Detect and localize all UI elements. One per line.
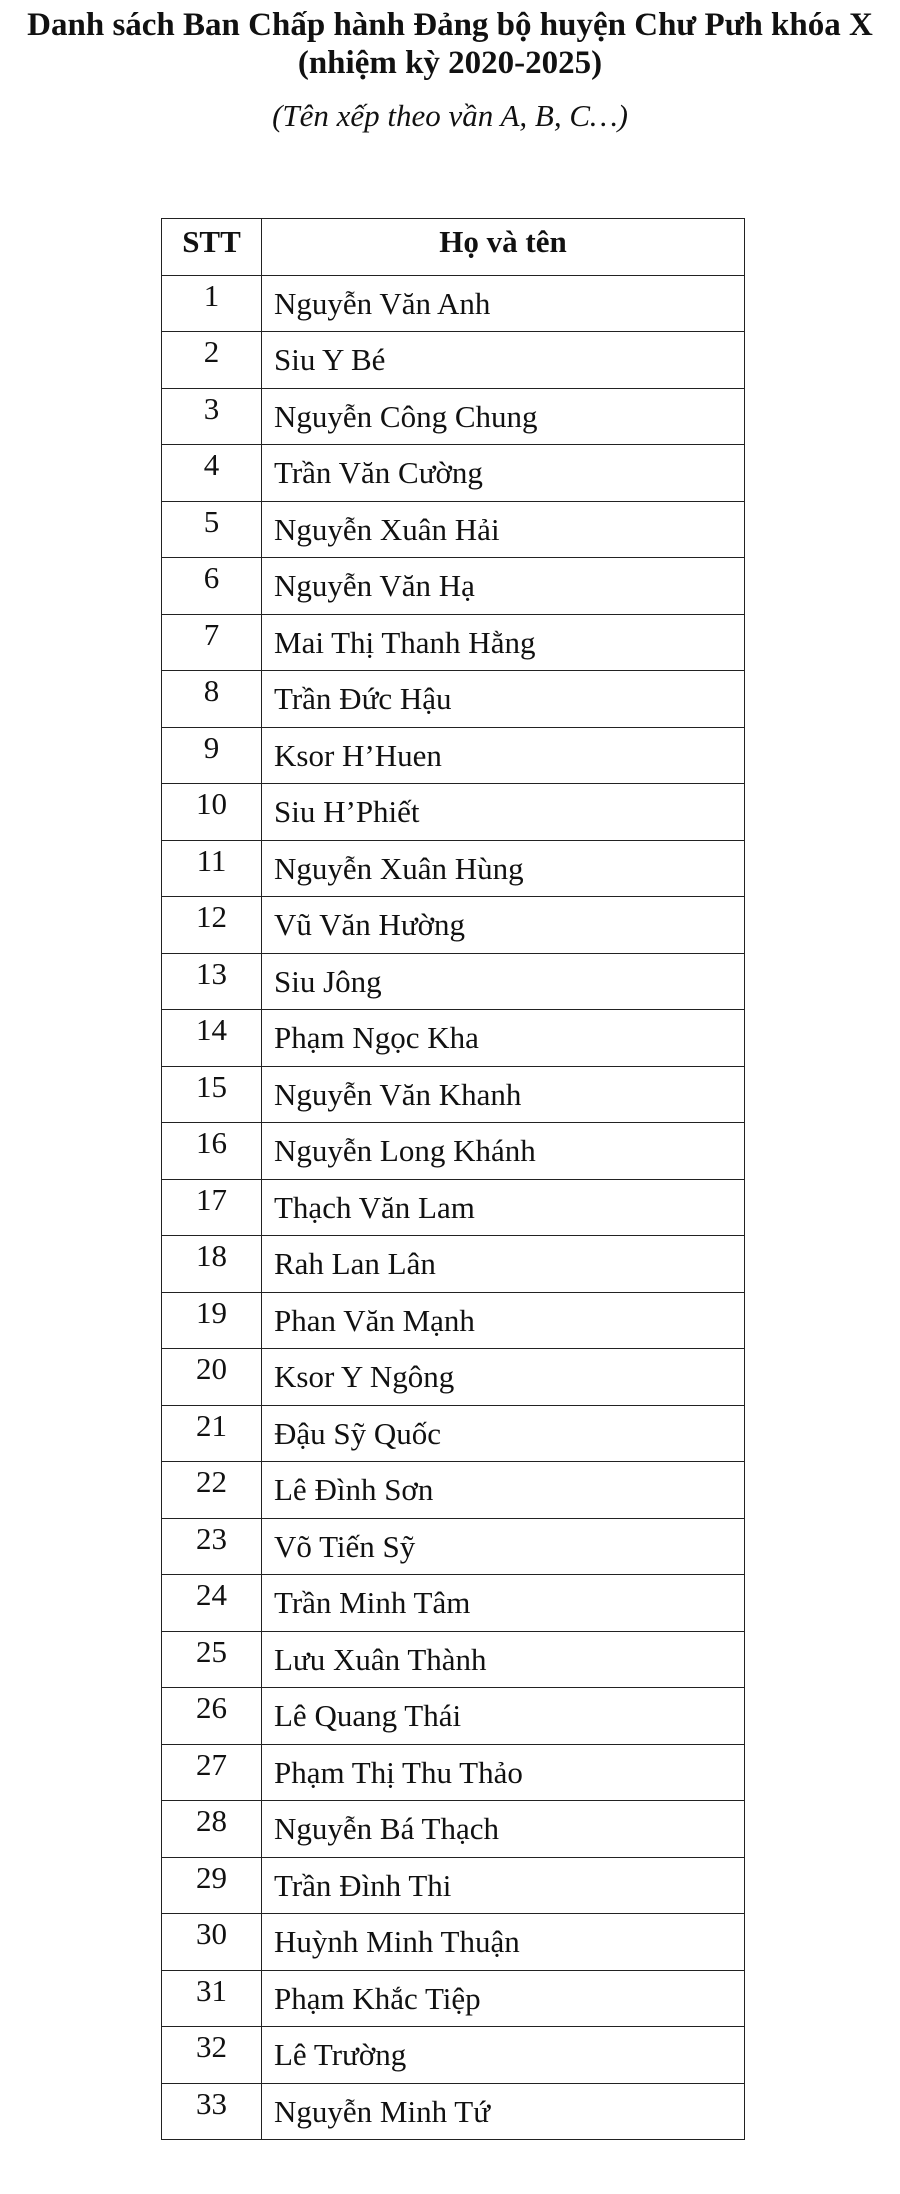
member-name: Lê Trường	[262, 2027, 745, 2084]
row-number: 29	[162, 1857, 262, 1914]
table-row	[162, 275, 745, 332]
table-row	[162, 1518, 745, 1575]
member-name: Nguyễn Minh Tứ	[262, 2083, 745, 2140]
row-number: 31	[162, 1970, 262, 2027]
row-number: 4	[162, 445, 262, 502]
row-number: 13	[162, 953, 262, 1010]
member-name: Vũ Văn Hường	[262, 897, 745, 954]
table-row	[162, 1462, 745, 1519]
member-name: Lê Đình Sơn	[262, 1462, 745, 1519]
row-number: 14	[162, 1010, 262, 1067]
row-number: 8	[162, 671, 262, 728]
column-header-stt: STT	[162, 219, 262, 276]
member-name: Nguyễn Xuân Hùng	[262, 840, 745, 897]
table-row	[162, 2083, 745, 2140]
table-row	[162, 1801, 745, 1858]
member-name: Nguyễn Xuân Hải	[262, 501, 745, 558]
table-row	[162, 332, 745, 389]
table-row	[162, 1688, 745, 1745]
member-name: Trần Đình Thi	[262, 1857, 745, 1914]
table-row	[162, 445, 745, 502]
row-number: 24	[162, 1575, 262, 1632]
row-number: 28	[162, 1801, 262, 1858]
member-name: Siu Y Bé	[262, 332, 745, 389]
member-name: Rah Lan Lân	[262, 1236, 745, 1293]
document-title-line-1: Danh sách Ban Chấp hành Đảng bộ huyện Chư Pưh khóa X	[27, 7, 873, 43]
row-number: 15	[162, 1066, 262, 1123]
table-row	[162, 1236, 745, 1293]
row-number: 9	[162, 727, 262, 784]
member-name: Trần Văn Cường	[262, 445, 745, 502]
member-name: Đậu Sỹ Quốc	[262, 1405, 745, 1462]
table-row	[162, 1575, 745, 1632]
table-row	[162, 671, 745, 728]
table-row	[162, 1631, 745, 1688]
row-number: 27	[162, 1744, 262, 1801]
member-name: Trần Minh Tâm	[262, 1575, 745, 1632]
table-row	[162, 1349, 745, 1406]
table-row	[162, 1914, 745, 1971]
table-row	[162, 558, 745, 615]
row-number: 32	[162, 2027, 262, 2084]
row-number: 2	[162, 332, 262, 389]
table-row	[162, 1179, 745, 1236]
table-row	[162, 897, 745, 954]
table-row	[162, 614, 745, 671]
row-number: 17	[162, 1179, 262, 1236]
table-row	[162, 2027, 745, 2084]
table-row	[162, 840, 745, 897]
row-number: 3	[162, 388, 262, 445]
member-name: Lê Quang Thái	[262, 1688, 745, 1745]
row-number: 23	[162, 1518, 262, 1575]
table-row	[162, 1857, 745, 1914]
table-row	[162, 727, 745, 784]
table-row	[162, 784, 745, 841]
row-number: 6	[162, 558, 262, 615]
row-number: 25	[162, 1631, 262, 1688]
table-row	[162, 1010, 745, 1067]
row-number: 7	[162, 614, 262, 671]
member-name: Ksor Y Ngông	[262, 1349, 745, 1406]
table-row	[162, 1405, 745, 1462]
member-name: Nguyễn Văn Hạ	[262, 558, 745, 615]
member-name: Nguyễn Văn Khanh	[262, 1066, 745, 1123]
row-number: 16	[162, 1123, 262, 1180]
member-name: Phạm Khắc Tiệp	[262, 1970, 745, 2027]
table-header-row	[162, 219, 745, 276]
column-header-name: Họ và tên	[262, 219, 745, 276]
member-name: Huỳnh Minh Thuận	[262, 1914, 745, 1971]
member-name: Nguyễn Long Khánh	[262, 1123, 745, 1180]
row-number: 21	[162, 1405, 262, 1462]
member-name: Mai Thị Thanh Hằng	[262, 614, 745, 671]
row-number: 1	[162, 275, 262, 332]
row-number: 5	[162, 501, 262, 558]
member-name: Ksor H’Huen	[262, 727, 745, 784]
table-row	[162, 1292, 745, 1349]
member-name: Nguyễn Bá Thạch	[262, 1801, 745, 1858]
table-row	[162, 1123, 745, 1180]
document-title-line-2: (nhiệm kỳ 2020-2025)	[297, 45, 603, 81]
table-row	[162, 501, 745, 558]
document-title	[0, 6, 900, 82]
member-name: Thạch Văn Lam	[262, 1179, 745, 1236]
member-name: Nguyễn Công Chung	[262, 388, 745, 445]
member-name: Lưu Xuân Thành	[262, 1631, 745, 1688]
member-table	[161, 218, 745, 2140]
row-number: 12	[162, 897, 262, 954]
table-row	[162, 1970, 745, 2027]
member-name: Phan Văn Mạnh	[262, 1292, 745, 1349]
table-row	[162, 1066, 745, 1123]
table-body	[162, 275, 745, 2140]
member-name: Siu H’Phiết	[262, 784, 745, 841]
member-name: Phạm Ngọc Kha	[262, 1010, 745, 1067]
member-name: Võ Tiến Sỹ	[262, 1518, 745, 1575]
table-row	[162, 1744, 745, 1801]
row-number: 11	[162, 840, 262, 897]
row-number: 18	[162, 1236, 262, 1293]
row-number: 20	[162, 1349, 262, 1406]
document-subtitle: (Tên xếp theo vần A, B, C…)	[272, 98, 628, 133]
row-number: 26	[162, 1688, 262, 1745]
row-number: 22	[162, 1462, 262, 1519]
row-number: 19	[162, 1292, 262, 1349]
table-row	[162, 953, 745, 1010]
row-number: 30	[162, 1914, 262, 1971]
member-name: Phạm Thị Thu Thảo	[262, 1744, 745, 1801]
row-number: 33	[162, 2083, 262, 2140]
member-name: Trần Đức Hậu	[262, 671, 745, 728]
table-row	[162, 388, 745, 445]
member-name: Siu Jông	[262, 953, 745, 1010]
row-number: 10	[162, 784, 262, 841]
member-name: Nguyễn Văn Anh	[262, 275, 745, 332]
